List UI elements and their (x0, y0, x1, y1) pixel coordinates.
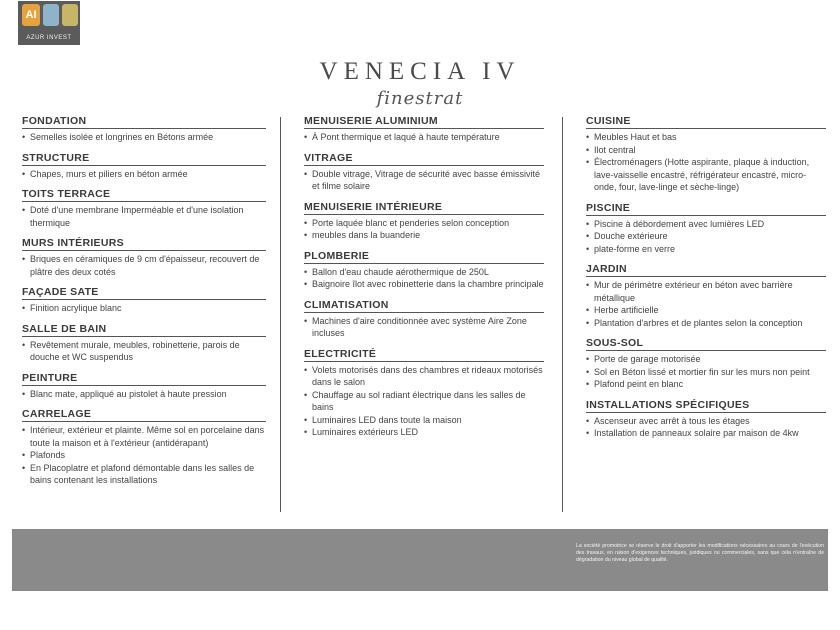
spec-item: • Installation de panneaux solaire par maison de 4kw (586, 427, 826, 440)
footer-band (12, 529, 828, 591)
spec-item: • Ballon d'eau chaude aérothermique de 250L (304, 266, 544, 279)
spec-section (304, 152, 544, 193)
disclaimer-text: La société promotrice se réserve le droit d'apporter les modifications nécessaires au cours de l'exécution des travaux, en raison d'exigences techniques, juridiques ou commerciales, sans que cela n'entraîne de dégradation du niveau global de qualité. (576, 543, 824, 563)
spec-item: • Double vitrage, Vitrage de sécurité avec basse émissivité et filme solaire (304, 168, 544, 193)
header (0, 58, 840, 109)
spec-section (586, 202, 826, 256)
column-divider (562, 117, 563, 512)
spec-item: • plate-forme en verre (586, 243, 826, 256)
spec-item: • Mur de périmètre extérieur en béton avec barrière métallique (586, 279, 826, 304)
section-title: PLOMBERIE (304, 250, 544, 264)
logo-palm-icon (62, 4, 78, 26)
spec-section (586, 115, 826, 194)
spec-section (22, 372, 266, 401)
spec-section (304, 299, 544, 340)
spec-item: • Baignoire îlot avec robinetterie dans la chambre principale (304, 278, 544, 291)
spec-item: • Piscine à débordement avec lumières LED (586, 218, 826, 231)
section-title: CLIMATISATION (304, 299, 544, 313)
spec-section (22, 237, 266, 278)
spec-section (304, 348, 544, 439)
logo-house-icon (43, 4, 59, 26)
spec-column-1 (22, 115, 266, 495)
spec-section (22, 286, 266, 315)
spec-item: • Plantation d'arbres et de plantes selon la conception (586, 317, 826, 330)
spec-section (22, 408, 266, 487)
spec-item: • meubles dans la buanderie (304, 229, 544, 242)
column-divider (280, 117, 281, 512)
spec-item: • Chapes, murs et piliers en béton armée (22, 168, 266, 181)
spec-item: • Chauffage au sol radiant électrique dans les salles de bains (304, 389, 544, 414)
section-title: VITRAGE (304, 152, 544, 166)
section-title: STRUCTURE (22, 152, 266, 166)
spec-item: • Revêtement murale, meubles, robinetterie, parois de douche et WC suspendus (22, 339, 266, 364)
section-title: FAÇADE SATE (22, 286, 266, 300)
spec-item: • Finition acrylique blanc (22, 302, 266, 315)
spec-section (586, 263, 826, 329)
logo-ai-mark: AI (22, 4, 40, 26)
spec-item: • Douche extérieure (586, 230, 826, 243)
spec-item: • Électroménagers (Hotte aspirante, plaque à induction, lave-vaisselle encastré, réfrigérateur encastré, micro-onde, four, lave-linge et sèche-linge) (586, 156, 826, 194)
logo-text: AZUR INVEST (26, 35, 72, 41)
spec-item: • Luminaires extérieurs LED (304, 426, 544, 439)
page-subtitle: finestrat (376, 88, 464, 109)
spec-item: • Ascenseur avec arrêt à tous les étages (586, 415, 826, 428)
section-title: FONDATION (22, 115, 266, 129)
page-title: VENECIA IV (319, 58, 521, 85)
section-title: PISCINE (586, 202, 826, 216)
spec-section (586, 337, 826, 391)
spec-column-3 (586, 115, 826, 448)
spec-item: • Doté d'une membrane Imperméable et d'une isolation thermique (22, 204, 266, 229)
section-title: CARRELAGE (22, 408, 266, 422)
section-title: SOUS-SOL (586, 337, 826, 351)
spec-section (586, 399, 826, 440)
section-title: INSTALLATIONS SPÉCIFIQUES (586, 399, 826, 413)
spec-item: • Semelles isolée et longrines en Bétons armée (22, 131, 266, 144)
spec-item: • Machines d'aire conditionnée avec système Aire Zone incluses (304, 315, 544, 340)
section-title: MENUISERIE INTÉRIEURE (304, 201, 544, 215)
spec-section (304, 115, 544, 144)
spec-item: • Porte de garage motorisée (586, 353, 826, 366)
spec-item: • Volets motorisés dans des chambres et rideaux motorisés dans le salon (304, 364, 544, 389)
spec-section (22, 115, 266, 144)
spec-section (304, 250, 544, 291)
spec-item: • Luminaires LED dans toute la maison (304, 414, 544, 427)
section-title: MURS INTÉRIEURS (22, 237, 266, 251)
spec-section (22, 188, 266, 229)
spec-item: • Meubles Haut et bas (586, 131, 826, 144)
section-title: MENUISERIE ALUMINIUM (304, 115, 544, 129)
spec-item: • Ilot central (586, 144, 826, 157)
spec-section (22, 323, 266, 364)
spec-item: • Herbe artificielle (586, 304, 826, 317)
spec-item: • Sol en Béton lissé et mortier fin sur les murs non peint (586, 366, 826, 379)
spec-section (304, 201, 544, 242)
section-title: PEINTURE (22, 372, 266, 386)
azur-invest-logo (18, 1, 80, 45)
spec-item: • À Pont thermique et laqué à haute température (304, 131, 544, 144)
spec-item: • Porte laquée blanc et penderies selon conception (304, 217, 544, 230)
section-title: TOITS TERRACE (22, 188, 266, 202)
spec-item: • En Placoplatre et plafond démontable dans les salles de bains contenant les installations (22, 462, 266, 487)
section-title: CUISINE (586, 115, 826, 129)
section-title: SALLE DE BAIN (22, 323, 266, 337)
spec-item: • Briques en céramiques de 9 cm d'épaisseur, recouvert de plâtre des deux cotés (22, 253, 266, 278)
spec-item: • Intérieur, extérieur et plainte. Même sol en porcelaine dans toute la maison et à l'extérieur (antidérapant) (22, 424, 266, 449)
logo-tiles (22, 4, 78, 26)
spec-section (22, 152, 266, 181)
spec-column-2 (304, 115, 544, 447)
section-title: ELECTRICITÉ (304, 348, 544, 362)
section-title: JARDIN (586, 263, 826, 277)
spec-item: • Plafond peint en blanc (586, 378, 826, 391)
spec-item: • Plafonds (22, 449, 266, 462)
spec-item: • Blanc mate, appliqué au pistolet à haute pression (22, 388, 266, 401)
